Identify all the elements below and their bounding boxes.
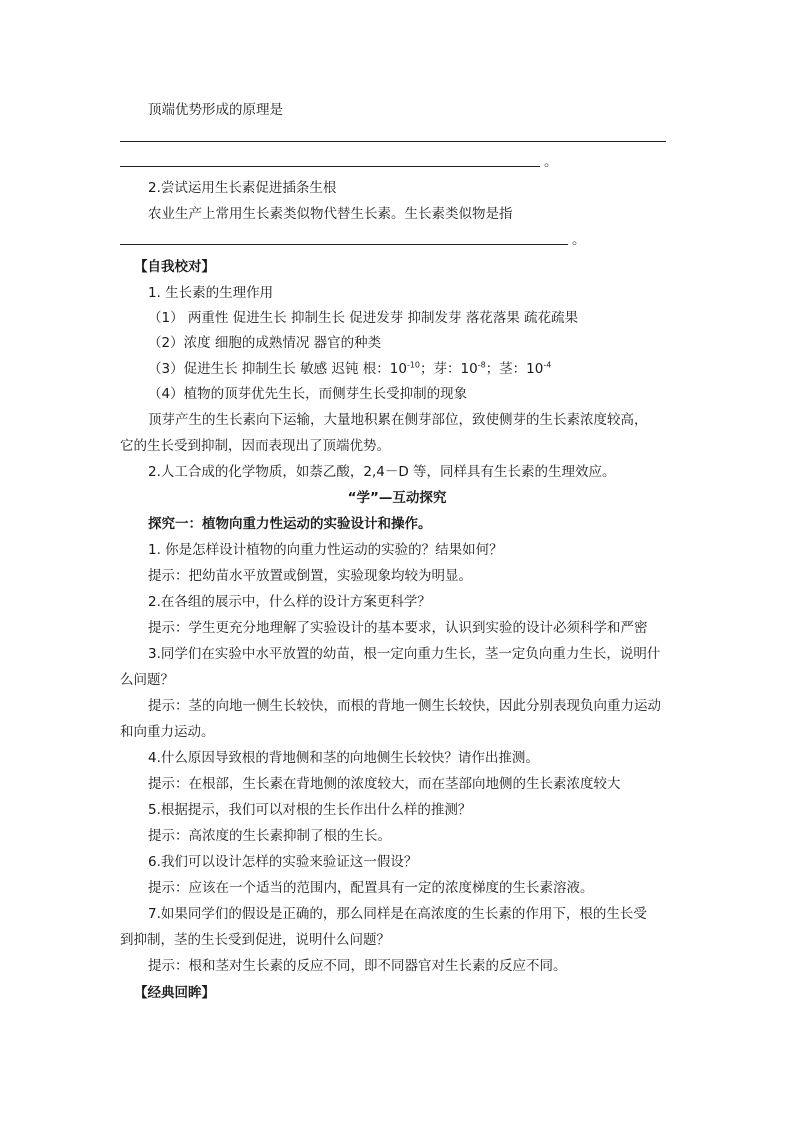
answer-end-period-2: 。 [572, 232, 586, 248]
question-1: 1. 你是怎样设计植物的向重力性运动的实验的？结果如何？ [148, 542, 503, 558]
explore-one-heading: 探究一：植物向重力性运动的实验设计和操作。 [148, 516, 432, 532]
hint-3-line-2: 和向重力运动。 [120, 724, 215, 740]
answer-item-1-1: （1） 两重性 促进生长 抑制生长 促进发芽 抑制发芽 落花落果 疏花疏果 [148, 310, 579, 326]
apical-dominance-prompt: 顶端优势形成的原理是 [148, 102, 283, 118]
question-3-line-1: 3.同学们在实验中水平放置的幼苗，根一定向重力生长，茎一定负向重力生长，说明什 [148, 646, 661, 662]
classic-review-heading: 【经典回眸】 [134, 985, 215, 1001]
stem-concentration-exponent: -4 [543, 360, 552, 370]
question-2: 2.在各组的展示中，什么样的设计方案更科学？ [148, 594, 431, 610]
question-6: 6.我们可以设计怎样的实验来验证这一假设？ [148, 854, 418, 870]
answer-item-1: 1. 生长素的生理作用 [148, 285, 274, 301]
question-7-line-2: 到抑制，茎的生长受到促进，说明什么问题？ [120, 932, 390, 948]
answer-item-2: 2.人工合成的化学物质，如萘乙酸，2,4－D 等，同样具有生长素的生理效应。 [148, 464, 616, 480]
hint-1: 提示：把幼苗水平放置或倒置，实验现象均较为明显。 [148, 568, 472, 584]
answer-item-1-2: （2）浓度 细胞的成熟情况 器官的种类 [148, 335, 382, 351]
interactive-section-title: “学”—互动探究 [347, 490, 447, 506]
explanation-line-2: 它的生长受到抑制，因而表现出了顶端优势。 [120, 438, 390, 454]
answer-blank-line-1 [120, 141, 666, 142]
hint-2: 提示：学生更充分地理解了实验设计的基本要求，认识到实验的设计必须科学和严密 [148, 620, 648, 636]
explanation-line-1: 顶芽产生的生长素向下运输，大量地积累在侧芽部位，致使侧芽的生长素浓度较高， [148, 412, 648, 428]
question-5: 5.根据提示，我们可以对根的生长作出什么样的推测？ [148, 802, 472, 818]
answer-item-1-4: （4）植物的顶芽优先生长，而侧芽生长受抑制的现象 [148, 386, 468, 402]
self-check-heading: 【自我校对】 [134, 259, 215, 275]
hint-5: 提示：高浓度的生长素抑制了根的生长。 [148, 828, 391, 844]
answer-item-1-3 [148, 359, 551, 379]
root-concentration-exponent: -10 [406, 360, 421, 370]
answer-item-1-3-text-b: ；芽：10 [420, 361, 478, 377]
question-7-line-1: 7.如果同学们的假设是正确的，那么同样是在高浓度的生长素的作用下，根的生长受 [148, 906, 647, 922]
hint-7: 提示：根和茎对生长素的反应不同，即不同器官对生长素的反应不同。 [148, 958, 567, 974]
answer-item-1-3-text-c: ；茎：10 [485, 361, 544, 377]
answer-end-period-1: 。 [544, 154, 558, 170]
question-3-line-2: 么问题？ [120, 672, 174, 688]
answer-item-1-3-text-a: （3）促进生长 抑制生长 敏感 迟钝 根：10 [148, 361, 407, 377]
question-4: 4.什么原因导致根的背地侧和茎的向地侧生长较快？请作出推测。 [148, 750, 539, 766]
hint-3-line-1: 提示：茎的向地一侧生长较快，而根的背地一侧生长较快，因此分别表现负向重力运动 [148, 698, 661, 714]
answer-blank-line-3 [120, 244, 568, 245]
bud-concentration-exponent: -8 [477, 360, 486, 370]
hint-4: 提示：在根部，生长素在背地侧的浓度较大，而在茎部向地侧的生长素浓度较大 [148, 776, 621, 792]
cutting-rooting-heading: 2.尝试运用生长素促进插条生根 [148, 180, 337, 196]
auxin-analog-prompt: 农业生产上常用生长素类似物代替生长素。生长素类似物是指 [148, 206, 513, 222]
answer-blank-line-2 [120, 166, 540, 167]
hint-6: 提示：应该在一个适当的范围内，配置具有一定的浓度梯度的生长素溶液。 [148, 880, 594, 896]
